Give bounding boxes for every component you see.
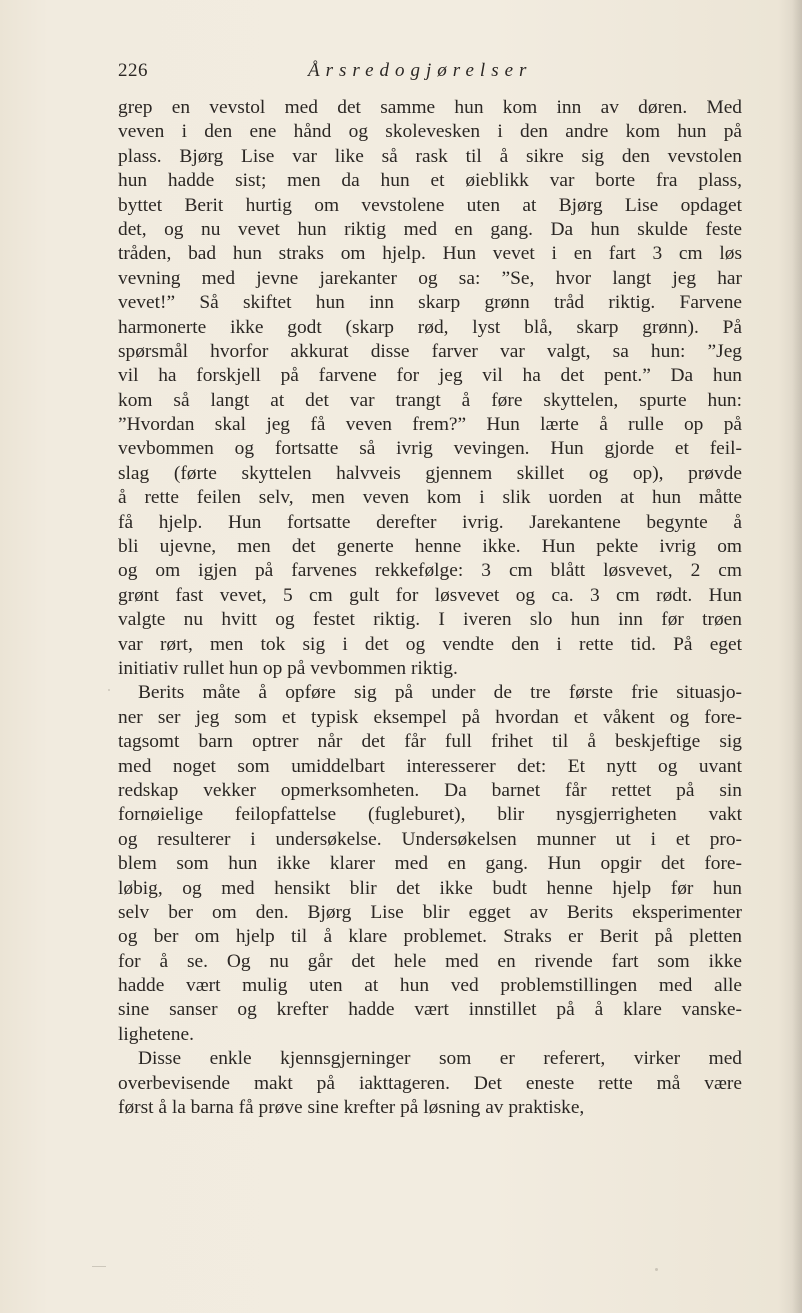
running-title: Årsredogjørelser	[308, 60, 533, 81]
text-line: plass. Bjørg Lise var like så rask til å sikre sig den vevstolen	[118, 145, 742, 167]
paper-speck	[108, 689, 110, 691]
text-line: grep en vevstol med det samme hun kom inn av døren. Med	[118, 97, 742, 118]
paper-speck	[92, 1266, 106, 1267]
text-line: og resulterer i undersøkelse. Undersøkelsen munner ut i et pro-	[118, 828, 742, 850]
text-line: og ber om hjelp til å klare problemet. Straks er Berit på pletten	[118, 926, 742, 948]
text-line: få hjelp. Hun fortsatte derefter ivrig. Jarekantene begynte å	[118, 511, 742, 533]
paragraph	[118, 96, 742, 681]
text-line: tagsomt barn optrer når det får full frihet til å beskjeftige sig	[118, 731, 742, 753]
text-line: veven i den ene hånd og skolevesken i den andre kom hun på	[118, 121, 742, 143]
text-line: spørsmål hvorfor akkurat disse farver var valgt, sa hun: ”Jeg	[118, 340, 742, 362]
text-line: grønt fast vevet, 5 cm gult for løsvevet og ca. 3 cm rødt. Hun	[118, 584, 742, 606]
text-line: vevning med jevne jarekanter og sa: ”Se, hvor langt jeg har	[118, 267, 742, 289]
running-head	[118, 52, 742, 86]
text-line: hun hadde sist; men da hun et øieblikk var borte fra plass,	[118, 170, 742, 192]
text-line: det, og nu vevet hun riktig med en gang. Da hun skulde feste	[118, 218, 742, 240]
text-line: valgte nu hvitt og festet riktig. I iveren slo hun inn før trøen	[118, 609, 742, 631]
text-line: kom så langt at det var trangt å føre skyttelen, spurte hun:	[118, 389, 742, 411]
text-line: fornøielige feilopfattelse (fugleburet), blir nysgjerrigheten vakt	[118, 804, 742, 826]
text-line: slag (førte skyttelen halvveis gjennem skillet og op), prøvde	[118, 462, 742, 484]
paragraph	[118, 681, 742, 1047]
text-line: vil ha forskjell på farvene for jeg vil ha det pent.” Da hun	[118, 365, 742, 387]
text-line: løbig, og med hensikt blir det ikke budt henne hjelp før hun	[118, 877, 742, 899]
text-line: Disse enkle kjennsgjerninger som er referert, virker med	[138, 1048, 742, 1070]
text-line: først å la barna få prøve sine krefter på løsning av praktiske,	[118, 1097, 585, 1119]
body-text	[118, 96, 742, 1120]
paper-speck	[655, 1268, 658, 1271]
text-line: byttet Berit hurtig om vevstolene uten at Bjørg Lise opdaget	[118, 194, 742, 216]
text-line: blem som hun ikke klarer med en gang. Hun opgir det fore-	[118, 853, 742, 875]
text-line: og om igjen på farvenes rekkefølge: 3 cm blått løsvevet, 2 cm	[118, 560, 742, 582]
paragraph	[118, 1047, 742, 1120]
text-line: redskap vekker opmerksomheten. Da barnet får rettet på sin	[118, 779, 742, 801]
text-line: ner ser jeg som et typisk eksempel på hvordan et våkent og fore-	[118, 706, 742, 728]
text-line: med noget som umiddelbart interesserer det: Et nytt og uvant	[118, 755, 742, 777]
text-line: å rette feilen selv, men veven kom i slik uorden at hun måtte	[118, 487, 742, 509]
text-line: sine sanser og krefter hadde vært innstillet på å klare vanske-	[118, 999, 742, 1021]
page-edge-shadow	[792, 0, 802, 1313]
text-line: initiativ rullet hun op på vevbommen riktig.	[118, 657, 458, 679]
text-line: vevbommen og fortsatte så ivrig vevingen. Hun gjorde et feil-	[118, 438, 742, 460]
text-line: ”Hvordan skal jeg få veven frem?” Hun lærte å rulle op på	[118, 414, 742, 436]
text-line: tråden, bad hun straks om hjelp. Hun vevet i en fart 3 cm løs	[118, 243, 742, 265]
text-line: var rørt, men tok sig i det og vendte den i rette tid. På eget	[118, 633, 742, 655]
text-line: harmonerte ikke godt (skarp rød, lyst blå, skarp grønn). På	[118, 316, 742, 338]
text-line: for å se. Og nu går det hele med en rivende fart som ikke	[118, 950, 742, 972]
text-line: hadde vært mulig uten at hun ved problemstillingen med alle	[118, 975, 742, 997]
page-number: 226	[118, 60, 148, 81]
text-line: overbevisende makt på iakttageren. Det eneste rette må være	[118, 1072, 742, 1094]
text-line: vevet!” Så skiftet hun inn skarp grønn tråd riktig. Farvene	[118, 292, 742, 314]
text-line: bli ujevne, men det generte henne ikke. Hun pekte ivrig om	[118, 536, 742, 558]
text-line: Berits måte å opføre sig på under de tre første frie situasjo-	[138, 682, 742, 704]
text-line: selv ber om den. Bjørg Lise blir egget av Berits eksperimenter	[118, 901, 742, 923]
text-line: lighetene.	[118, 1023, 194, 1045]
